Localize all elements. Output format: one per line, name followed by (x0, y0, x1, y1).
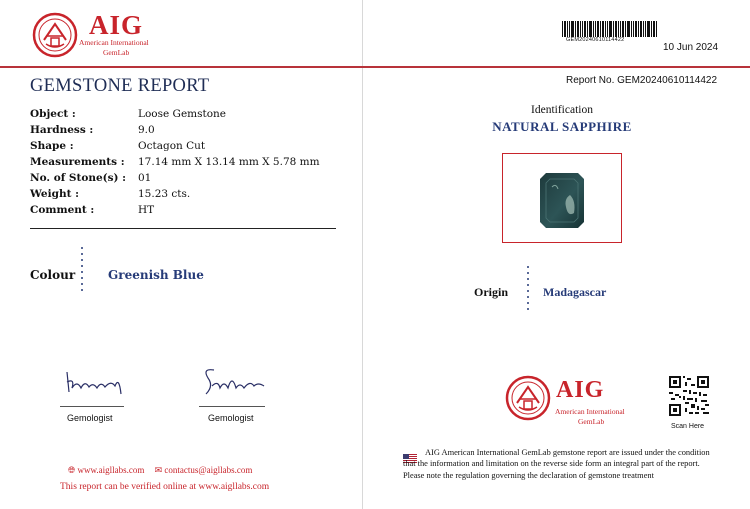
header-rule (0, 66, 750, 68)
detail-row (30, 204, 350, 220)
email-link[interactable]: contactus@aigllabs.com (164, 465, 253, 475)
report-title: GEMSTONE REPORT (30, 76, 210, 96)
detail-label: Measurements : (30, 156, 125, 168)
signature-line (60, 406, 124, 407)
brand-line1: American International (79, 38, 149, 47)
detail-value: Loose Gemstone (138, 108, 227, 120)
signature-2 (200, 364, 266, 402)
qr-code-icon (669, 376, 709, 416)
brand-emblem (32, 12, 78, 58)
brand-emblem (505, 375, 551, 421)
identification-label: Identification (531, 104, 593, 116)
gemstone-image (540, 173, 584, 228)
barcode-text: GEM20240610114422 (566, 37, 625, 43)
details-table (30, 108, 350, 220)
verify-note: This report can be verified online at www.aigllabs.com (60, 482, 270, 492)
signature-1 (63, 368, 125, 402)
detail-row (30, 124, 350, 140)
email-icon: ✉ (154, 465, 163, 475)
detail-value: 9.0 (138, 124, 155, 136)
brand-line2: GemLab (103, 48, 130, 57)
origin-divider-dots (527, 266, 530, 314)
globe-icon: 🌐︎ (68, 465, 76, 475)
gem-photo-frame (502, 153, 622, 243)
detail-row (30, 108, 350, 124)
signature-role: Gemologist (208, 413, 254, 423)
detail-value: 17.14 mm X 13.14 mm X 5.78 mm (138, 156, 320, 168)
emblem-icon (505, 375, 551, 421)
detail-row (30, 156, 350, 172)
brand-name: AIG (556, 377, 605, 403)
detail-label: Object : (30, 108, 76, 120)
detail-row (30, 172, 350, 188)
origin-value: Madagascar (543, 285, 607, 299)
barcode (562, 21, 658, 37)
origin-label: Origin (474, 285, 509, 299)
signature-line (199, 406, 265, 407)
identification-value: NATURAL SAPPHIRE (492, 119, 632, 134)
disclaimer: AIG American International GemLab gemstone report are issued under the condition that the information and limitation on the reverse side form an integral part of the report. Please note the regulation governing the declaration of gemstone treatment (403, 448, 710, 480)
detail-value: 01 (138, 172, 152, 184)
report-date: 10 Jun 2024 (663, 42, 719, 53)
detail-value: HT (138, 204, 155, 216)
barcode-icon (562, 21, 658, 37)
contact-row (68, 465, 252, 476)
detail-value: Octagon Cut (138, 140, 206, 152)
brand-name: AIG (89, 10, 144, 40)
detail-label: Weight : (30, 188, 79, 200)
brand-line1: American International (555, 407, 625, 416)
details-rule (30, 228, 336, 229)
detail-value: 15.23 cts. (138, 188, 191, 200)
website-link[interactable]: www.aigllabs.com (77, 465, 145, 475)
detail-label: Comment : (30, 204, 95, 216)
colour-label: Colour (30, 268, 76, 282)
detail-row (30, 188, 350, 204)
colour-divider-dots (81, 247, 84, 295)
qr-label: Scan Here (671, 423, 705, 430)
signature-scribble-icon (200, 364, 266, 398)
detail-label: No. of Stone(s) : (30, 172, 127, 184)
colour-value: Greenish Blue (108, 268, 204, 282)
report-number: Report No. GEM20240610114422 (566, 75, 718, 86)
detail-row (30, 140, 350, 156)
detail-label: Shape : (30, 140, 74, 152)
page-divider (362, 0, 363, 509)
signature-scribble-icon (63, 368, 125, 398)
brand-line2: GemLab (578, 417, 605, 426)
detail-label: Hardness : (30, 124, 94, 136)
signature-role: Gemologist (67, 413, 113, 423)
qr-code[interactable] (669, 376, 709, 416)
emblem-icon (32, 12, 78, 58)
